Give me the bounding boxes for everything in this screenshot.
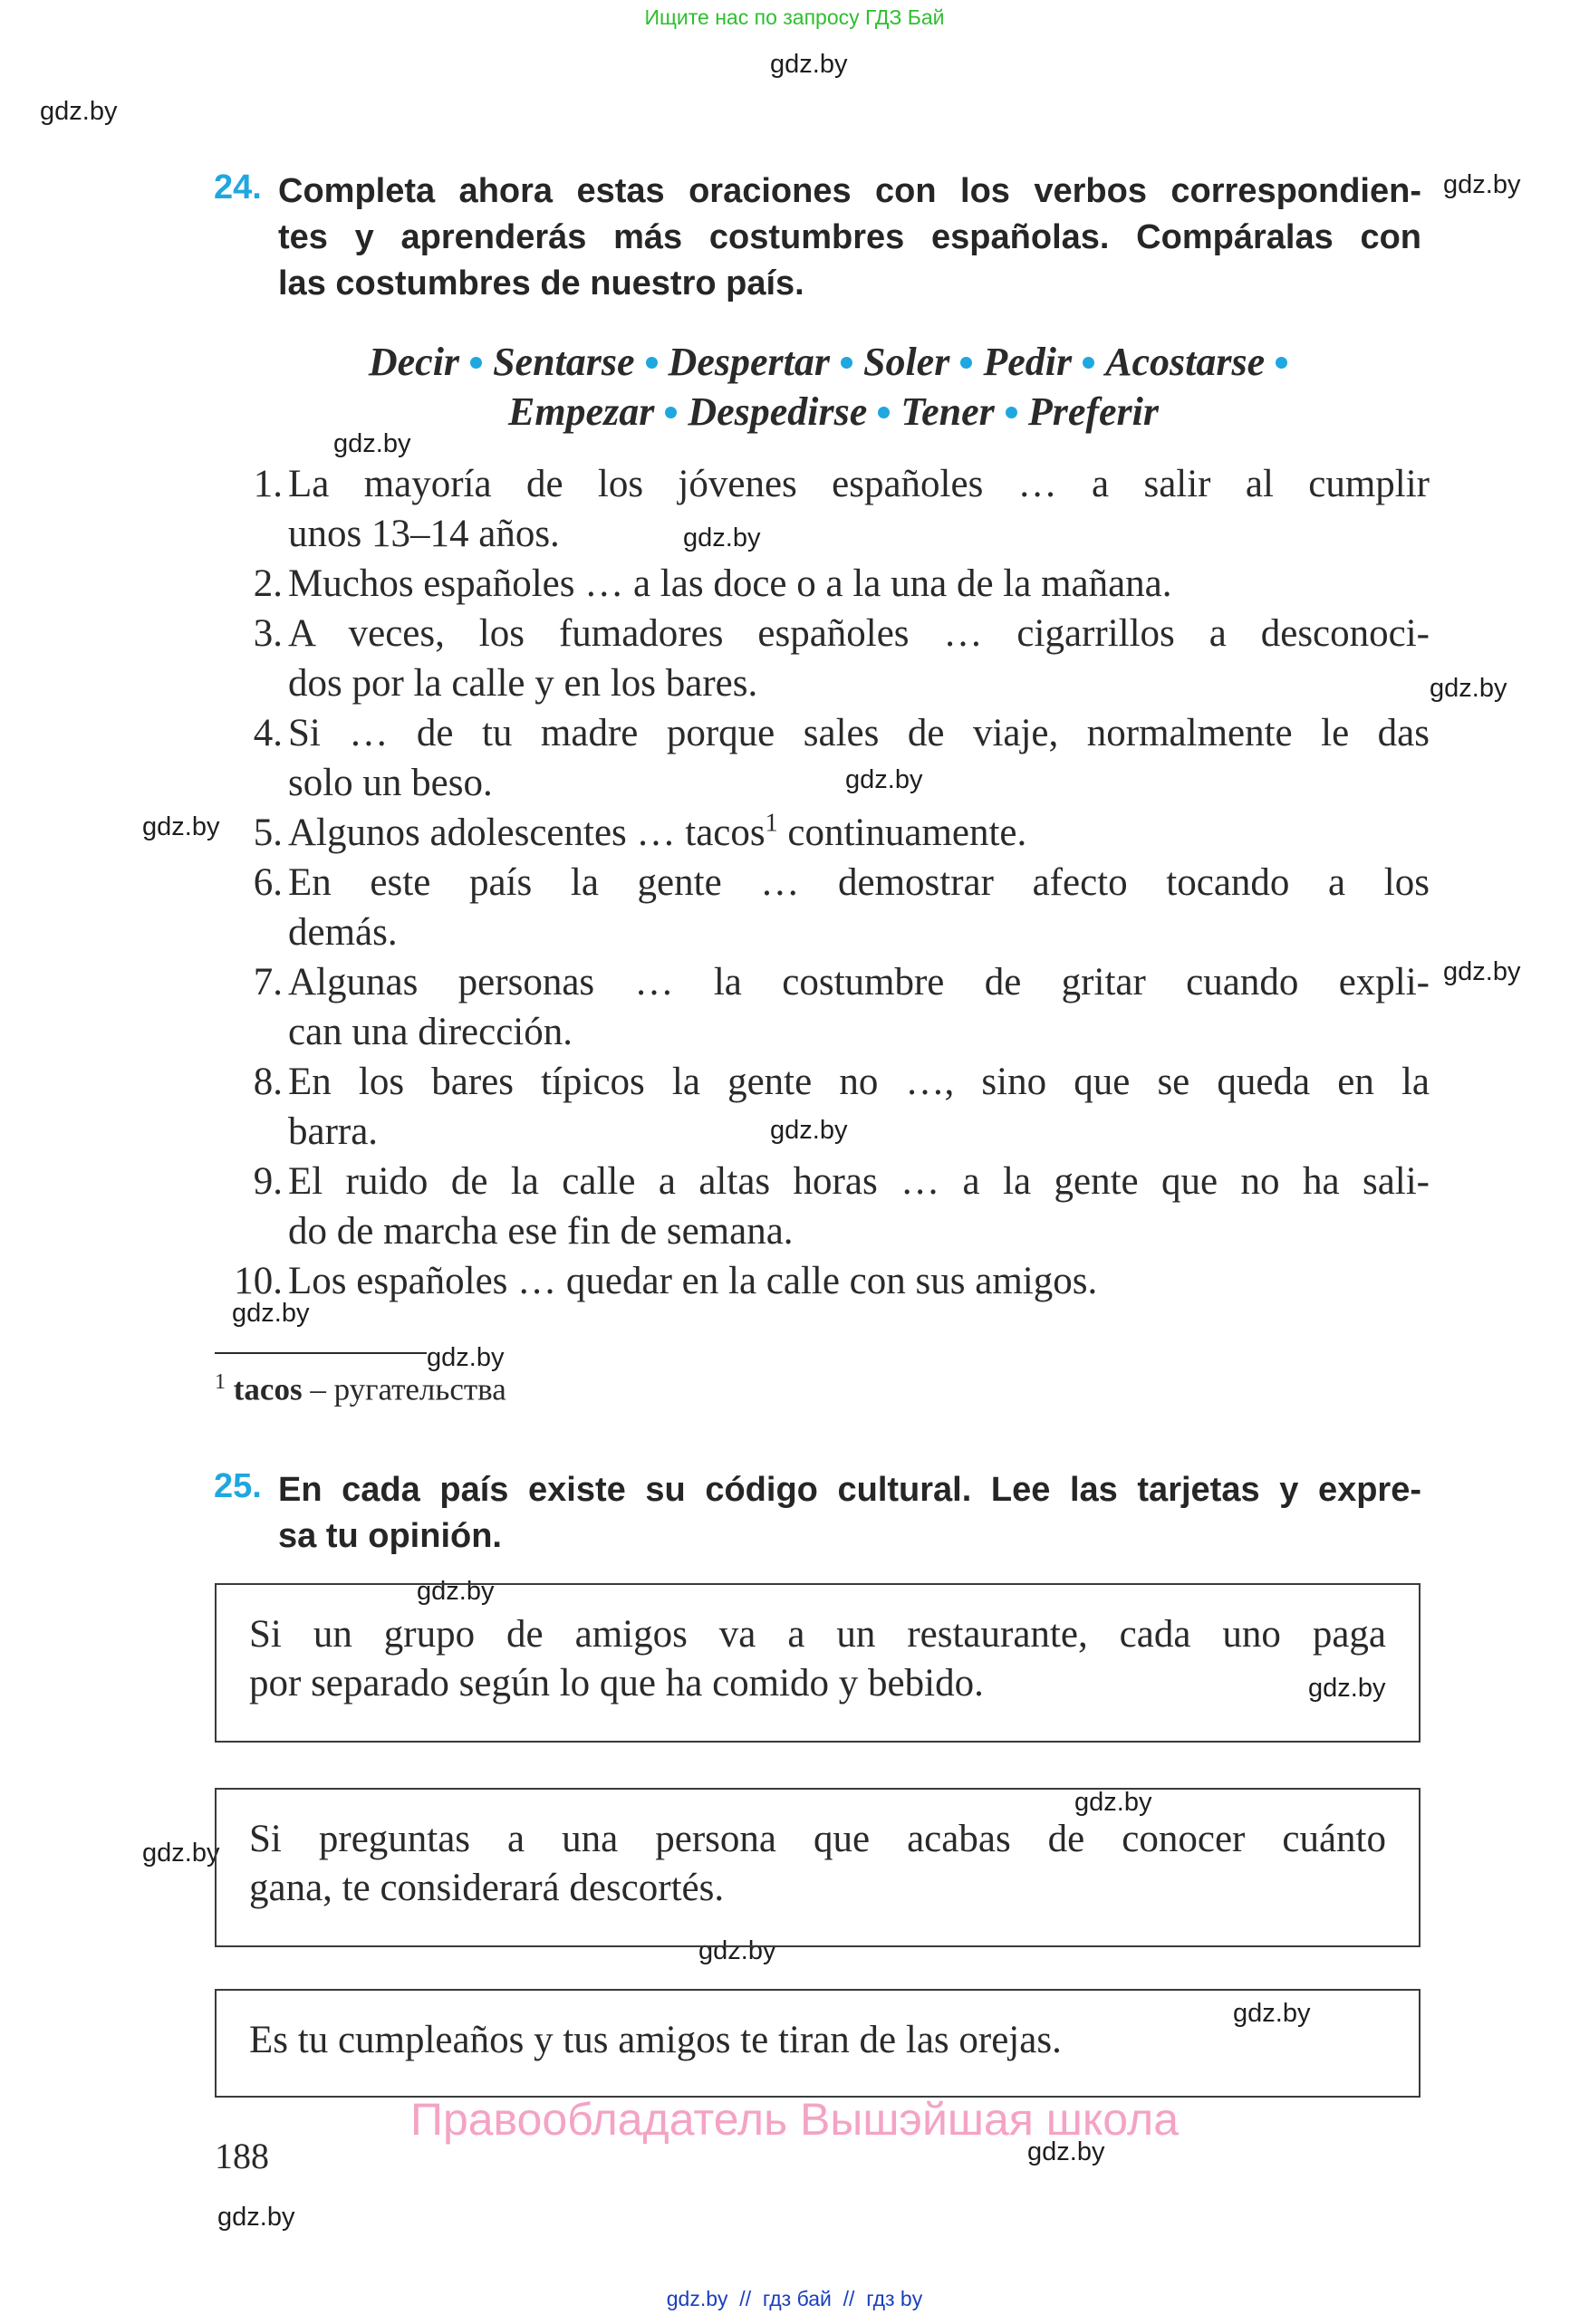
item-number: 2.	[253, 562, 283, 605]
item-text: Muchos españoles … a las doce o a la una de la mañana.	[288, 562, 1172, 605]
verb: Preferir	[1027, 389, 1159, 434]
list-item	[214, 559, 1430, 609]
bullet-dot-icon	[841, 357, 852, 369]
list-item	[214, 459, 1430, 559]
list-item	[214, 1057, 1430, 1157]
item-text: En este país la gente … demostrar afecto tocando a los	[288, 861, 1430, 904]
bullet-dot-icon	[1006, 407, 1017, 418]
card-line: Si un grupo de amigos va a un restaurante, cada uno paga	[249, 1613, 1386, 1656]
top-banner[interactable]: Ищите нас по запросу ГДЗ Бай	[644, 5, 945, 29]
footnote-divider	[215, 1352, 427, 1354]
card-text	[249, 2016, 1386, 2065]
verb: Tener	[900, 389, 995, 434]
footnote-mark: 1	[215, 1370, 226, 1394]
watermark: gdz.by	[1074, 1788, 1152, 1817]
verb-list	[245, 337, 1422, 437]
card-text	[249, 1610, 1386, 1708]
verb: Soler	[862, 340, 950, 384]
item-text: El ruido de la calle a altas horas … a la gente que no ha sali-	[288, 1160, 1430, 1203]
card-line: por separado según lo que ha comido y bebido.	[249, 1662, 984, 1705]
verb: Pedir	[983, 340, 1073, 384]
watermark: gdz.by	[142, 1839, 220, 1868]
item-number: 3.	[253, 612, 283, 655]
verb-list-line-2	[245, 387, 1422, 437]
bullet-dot-icon	[878, 407, 890, 418]
list-item	[214, 808, 1430, 858]
bullet-dot-icon	[646, 357, 658, 369]
task-24-line-1: Completa ahora estas oraciones con los verbos correspondien-	[278, 172, 1421, 210]
watermark: gdz.by	[232, 1299, 310, 1328]
item-text	[288, 808, 1430, 858]
bullet-dot-icon	[470, 357, 482, 369]
watermark: gdz.by	[217, 2203, 295, 2232]
bullet-dot-icon	[1276, 357, 1287, 369]
item-number: 5.	[253, 811, 283, 854]
watermark: gdz.by	[427, 1343, 505, 1372]
task-24-line-3: las costumbres de nuestro país.	[278, 264, 804, 303]
list-item	[214, 1157, 1430, 1256]
item-number: 7.	[253, 961, 283, 1004]
watermark: gdz.by	[1308, 1674, 1386, 1703]
watermark: gdz.by	[698, 1936, 776, 1965]
footnote	[215, 1370, 506, 1408]
task-25-number: 25.	[214, 1467, 262, 1505]
verb: Acostarse	[1105, 340, 1266, 384]
verb: Despedirse	[688, 389, 868, 434]
item-text-cont: dos por la calle y en los bares.	[288, 662, 758, 705]
task-24-instructions	[278, 168, 1421, 307]
item-text: La mayoría de los jóvenes españoles … a salir al cumplir	[288, 463, 1430, 505]
bullet-dot-icon	[665, 407, 677, 418]
item-text-cont: do de marcha ese fin de semana.	[288, 1210, 794, 1253]
opinion-card	[215, 1989, 1420, 2098]
watermark: gdz.by	[1233, 1999, 1311, 2028]
verb: Despertar	[668, 340, 830, 384]
watermark: gdz.by	[1027, 2137, 1105, 2166]
watermark: gdz.by	[40, 97, 118, 126]
task-24-number: 24.	[214, 168, 262, 206]
watermark: gdz.by	[683, 523, 761, 552]
item-number: 8.	[253, 1061, 283, 1103]
task-24-line-2: tes y aprenderás más costumbres españolas. Compáralas con	[278, 218, 1421, 256]
bullet-dot-icon	[1083, 357, 1094, 369]
footnote-ref: 1	[765, 809, 778, 838]
watermark: gdz.by	[142, 812, 220, 841]
task-25-line-1: En cada país existe su código cultural. Lee las tarjetas y expre-	[278, 1471, 1421, 1509]
bottom-links[interactable]: gdz.by // гдз бай // гдз by	[666, 2287, 923, 2310]
task-25-line-2: sa tu opinión.	[278, 1517, 502, 1555]
verb: Sentarse	[493, 340, 635, 384]
watermark: gdz.by	[770, 50, 848, 79]
footnote-definition: – ругательства	[302, 1371, 506, 1407]
item-text: Los españoles … quedar en la calle con sus amigos.	[288, 1260, 1098, 1302]
bullet-dot-icon	[960, 357, 972, 369]
page-number: 188	[215, 2136, 269, 2176]
task-25-instructions	[278, 1467, 1421, 1560]
item-text-cont: solo un beso.	[288, 762, 493, 804]
opinion-card	[215, 1583, 1420, 1743]
verb: Empezar	[507, 389, 655, 434]
footnote-term: tacos	[233, 1371, 303, 1407]
watermark: gdz.by	[1443, 170, 1521, 199]
item-number: 10.	[234, 1260, 283, 1302]
item-text: En los bares típicos la gente no …, sino que se queda en la	[288, 1061, 1430, 1103]
item-text: Si … de tu madre porque sales de viaje, normalmente le das	[288, 712, 1430, 754]
item-number: 1.	[253, 463, 283, 505]
watermark: gdz.by	[1443, 957, 1521, 986]
watermark: gdz.by	[845, 765, 923, 794]
card-line: gana, te considerará descortés.	[249, 1867, 725, 1909]
watermark: gdz.by	[333, 429, 411, 458]
list-item	[214, 1256, 1430, 1306]
item-text-cont: can una dirección.	[288, 1011, 573, 1053]
copyright-notice: Правообладатель Вышэйшая школа	[410, 2094, 1179, 2145]
item-text-cont: unos 13–14 años.	[288, 513, 560, 555]
verb: Decir	[368, 340, 460, 384]
item-number: 4.	[253, 712, 283, 754]
list-item	[214, 708, 1430, 808]
item-text-cont: demás.	[288, 911, 398, 954]
card-line: Si preguntas a una persona que acabas de conocer cuánto	[249, 1818, 1386, 1860]
item-number: 9.	[253, 1160, 283, 1203]
verb-list-line-1	[245, 337, 1422, 387]
list-item	[214, 957, 1430, 1057]
card-line: Es tu cumpleaños y tus amigos te tiran de las orejas.	[249, 2019, 1062, 2061]
item-text-part: continuamente.	[777, 811, 1027, 854]
item-text-cont: barra.	[288, 1110, 379, 1153]
card-text	[249, 1815, 1386, 1913]
list-item	[214, 858, 1430, 957]
opinion-card	[215, 1788, 1420, 1947]
watermark: gdz.by	[1430, 674, 1507, 703]
item-text: A veces, los fumadores españoles … cigarrillos a desconoci-	[288, 612, 1430, 655]
item-text: Algunas personas … la costumbre de gritar cuando expli-	[288, 961, 1430, 1004]
watermark: gdz.by	[770, 1116, 848, 1145]
item-number: 6.	[253, 861, 283, 904]
watermark: gdz.by	[417, 1577, 495, 1606]
item-text-part: Algunos adolescentes … tacos	[288, 811, 766, 854]
list-item	[214, 609, 1430, 708]
